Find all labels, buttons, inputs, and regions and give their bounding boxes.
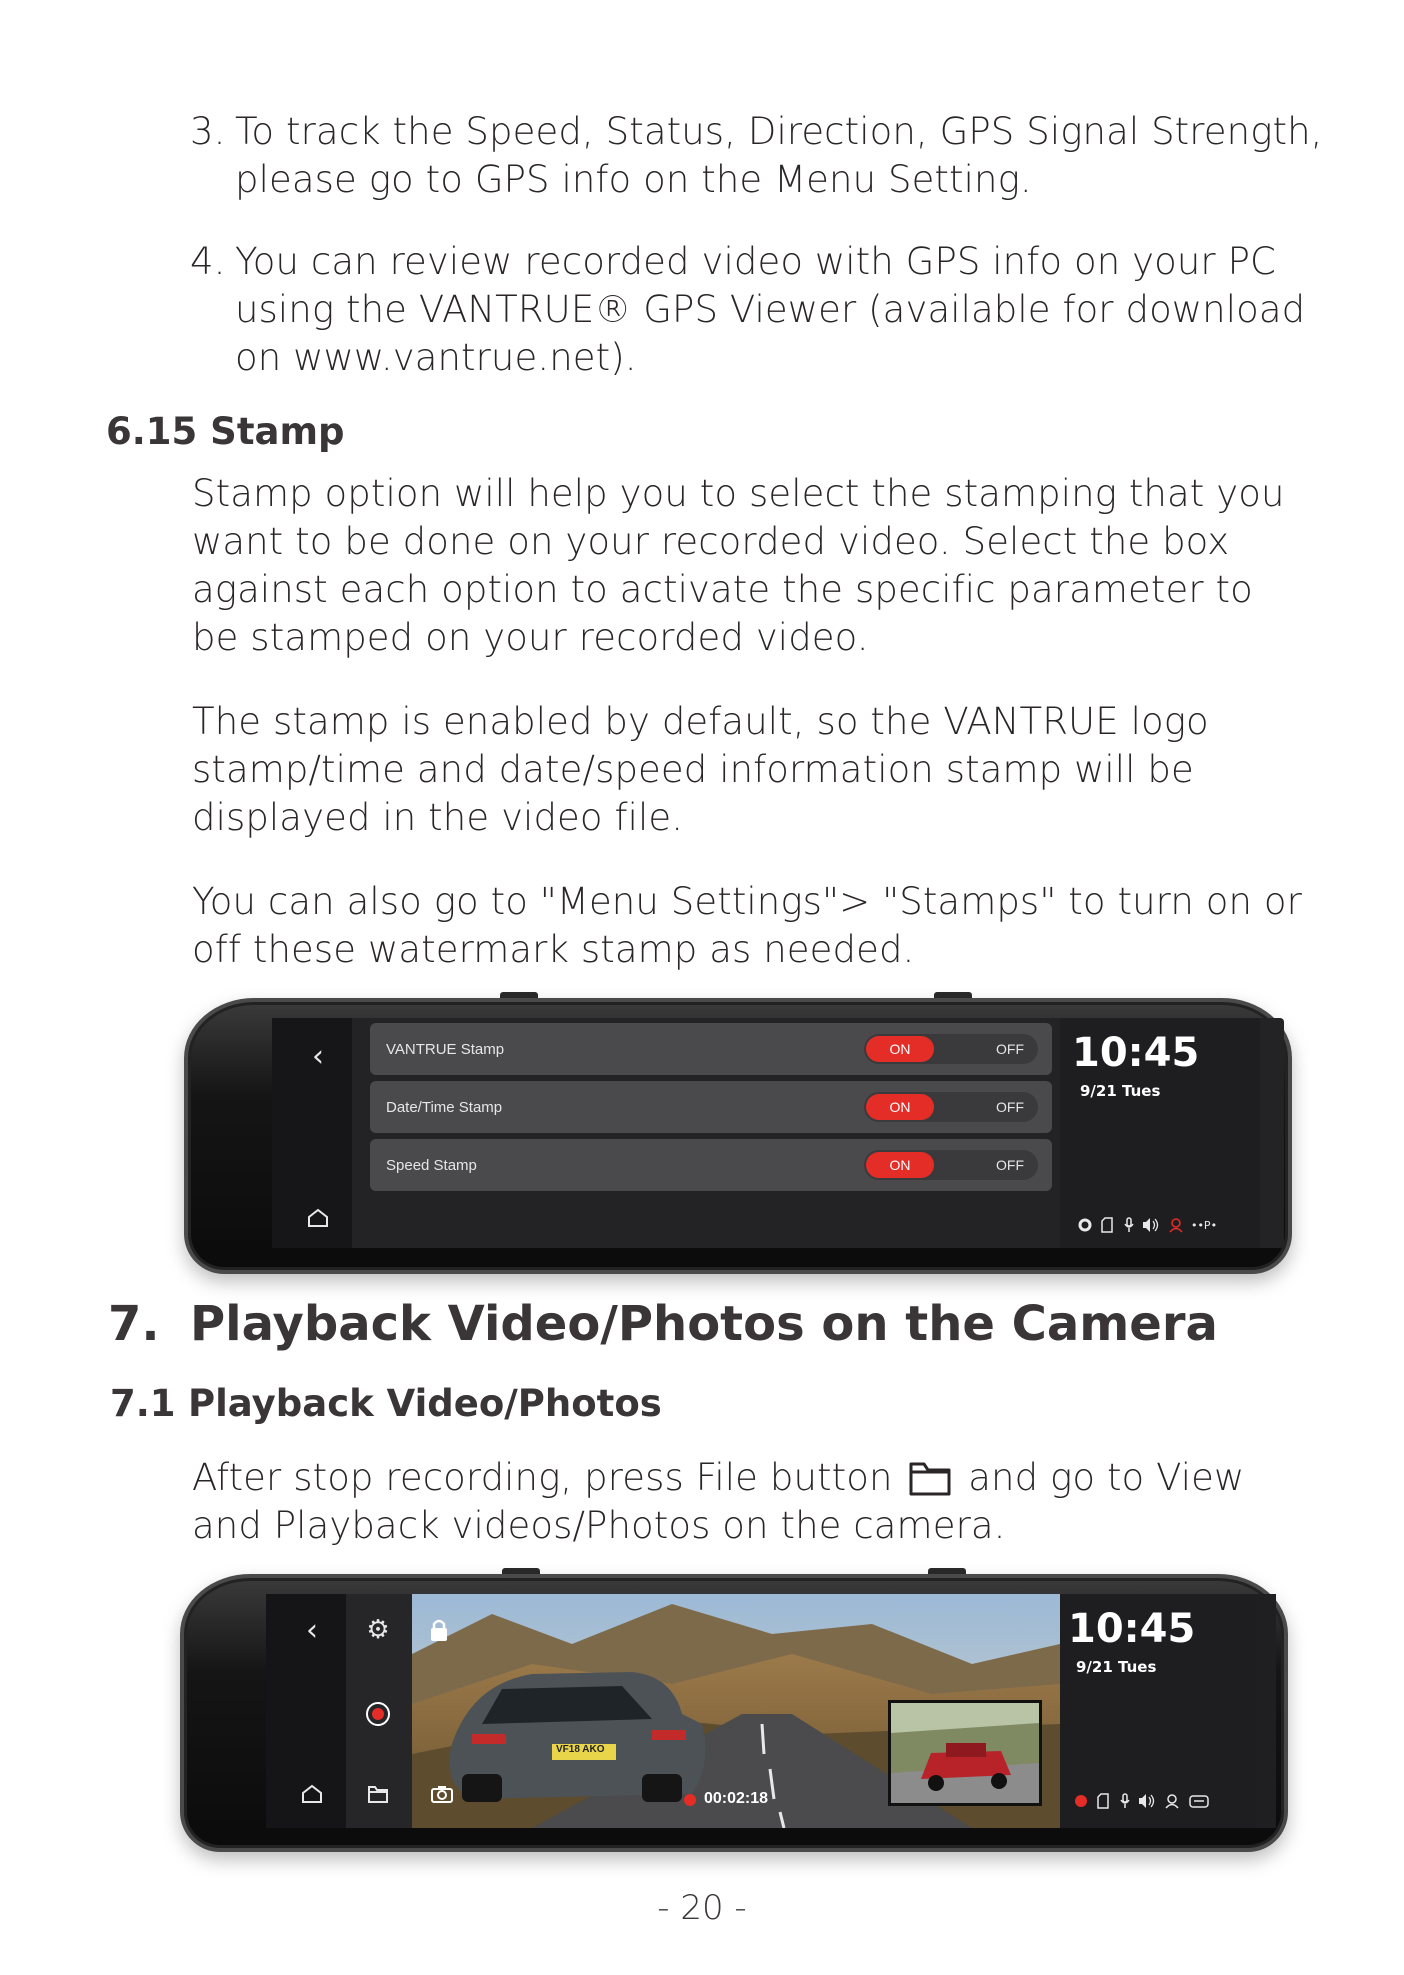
list-number: 4. <box>190 240 226 283</box>
paragraph-line: You can also go to "Menu Settings"> "Stamps" to turn on or <box>192 880 1302 923</box>
subsection-heading: Playback Video/Photos <box>188 1382 662 1425</box>
list-line: You can review recorded video with GPS info on your PC <box>235 240 1276 283</box>
toggle-on[interactable]: ON <box>866 1036 934 1062</box>
list-item-4 <box>190 238 1305 382</box>
toggle-on[interactable]: ON <box>866 1152 934 1178</box>
paragraph-text: and go to View <box>968 1456 1245 1499</box>
page-number: - 20 - <box>657 1888 747 1928</box>
paragraph-line: want to be done on your recorded video. Select the box <box>192 520 1230 563</box>
setting-label: Date/Time Stamp <box>386 1098 503 1116</box>
date: 9/21 Tues <box>1076 1658 1157 1676</box>
on-off-toggle[interactable] <box>864 1150 1038 1180</box>
setting-row-vantrue-stamp[interactable] <box>370 1023 1052 1075</box>
back-chevron-icon[interactable]: ‹ <box>306 1612 318 1648</box>
stamp-paragraph-2 <box>192 698 1209 842</box>
paragraph-line: against each option to activate the specific parameter to <box>192 568 1253 611</box>
record-button-icon[interactable] <box>360 1696 396 1732</box>
gps-signal-icon: ••P• <box>1190 1218 1218 1232</box>
gear-icon[interactable]: ⚙ <box>366 1615 390 1645</box>
status-icons <box>1078 1216 1248 1234</box>
folder-icon <box>908 1458 952 1498</box>
status-icons <box>1074 1792 1244 1810</box>
file-folder-icon[interactable] <box>360 1776 396 1812</box>
parking-mode-icon <box>1164 1792 1180 1810</box>
toggle-off[interactable]: OFF <box>996 1157 1024 1173</box>
rear-camera-pip[interactable] <box>888 1700 1042 1806</box>
toggle-on[interactable]: ON <box>866 1094 934 1120</box>
stamp-paragraph-1 <box>192 470 1285 662</box>
subsection-number: 7.1 <box>110 1382 176 1425</box>
back-chevron-icon[interactable]: ‹ <box>312 1038 324 1074</box>
microphone-icon <box>1118 1792 1132 1810</box>
list-line: To track the Speed, Status, Direction, GPS Signal Strength, <box>235 110 1323 153</box>
paragraph-line: stamp/time and date/speed information stamp will be <box>192 748 1194 791</box>
speaker-icon <box>1138 1792 1156 1810</box>
sd-card-icon <box>1096 1792 1110 1810</box>
setting-row-speed-stamp[interactable] <box>370 1139 1052 1191</box>
list-line: on www.vantrue.net). <box>235 336 637 379</box>
lock-icon[interactable] <box>424 1612 454 1648</box>
parking-mode-icon <box>1168 1216 1184 1234</box>
license-plate: VF18 AKO <box>556 1744 605 1755</box>
toggle-off[interactable]: OFF <box>996 1099 1024 1115</box>
recording-dot <box>684 1794 696 1806</box>
paragraph-line: and Playback videos/Photos on the camera. <box>192 1504 1006 1547</box>
record-dot-icon <box>1078 1218 1092 1232</box>
paragraph-line: be stamped on your recorded video. <box>192 616 869 659</box>
paragraph-text: After stop recording, press File button <box>192 1456 893 1499</box>
clock: 10:45 <box>1072 1030 1200 1076</box>
sd-card-icon <box>1100 1216 1114 1234</box>
home-icon[interactable] <box>300 1200 336 1236</box>
section-heading-stamp: 6.15 Stamp <box>106 410 345 453</box>
paragraph-line: Stamp option will help you to select the stamping that you <box>192 472 1285 515</box>
camera-icon[interactable] <box>424 1778 460 1810</box>
microphone-icon <box>1122 1216 1136 1234</box>
stamp-paragraph-3 <box>192 878 1302 974</box>
list-item-3 <box>190 108 1323 204</box>
paragraph-line: displayed in the video file. <box>192 796 684 839</box>
speaker-icon <box>1142 1216 1160 1234</box>
toggle-off[interactable]: OFF <box>996 1041 1024 1057</box>
setting-row-datetime-stamp[interactable] <box>370 1081 1052 1133</box>
home-icon[interactable] <box>294 1776 330 1812</box>
list-number: 3. <box>190 110 226 153</box>
setting-label: VANTRUE Stamp <box>386 1040 505 1058</box>
list-line: please go to GPS info on the Menu Setting. <box>235 158 1032 201</box>
on-off-toggle[interactable] <box>864 1092 1038 1122</box>
paragraph-line: off these watermark stamp as needed. <box>192 928 915 971</box>
chapter-number: 7. <box>108 1296 160 1352</box>
hdr-icon <box>1188 1792 1210 1810</box>
chapter-heading: Playback Video/Photos on the Camera <box>190 1296 1218 1352</box>
clock: 10:45 <box>1068 1606 1196 1652</box>
setting-label: Speed Stamp <box>386 1156 477 1174</box>
playback-paragraph <box>192 1454 1244 1550</box>
list-line: using the VANTRUE® GPS Viewer (available for download <box>235 288 1306 331</box>
recording-timer: 00:02:18 <box>704 1790 769 1807</box>
record-dot-icon <box>1074 1794 1088 1808</box>
date: 9/21 Tues <box>1080 1082 1161 1100</box>
paragraph-line: The stamp is enabled by default, so the VANTRUE logo <box>192 700 1209 743</box>
on-off-toggle[interactable] <box>864 1034 1038 1064</box>
